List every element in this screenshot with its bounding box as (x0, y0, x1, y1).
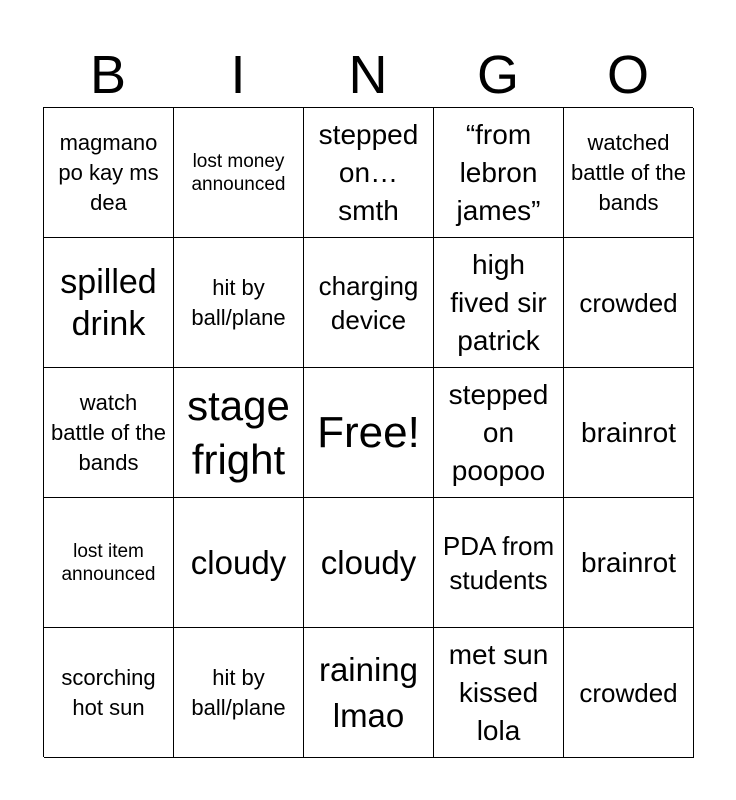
cell-text: magmano po kay ms dea (58, 129, 159, 215)
header-letter-b: B (89, 45, 127, 105)
cell-text: lost item announced (61, 540, 156, 585)
header-letter-i: I (230, 45, 246, 105)
cell-text: “from lebron james” (456, 118, 541, 226)
bingo-cell[interactable] (174, 108, 304, 238)
cell-text: charging device (318, 270, 419, 335)
cell-text: stepped on poopoo (448, 378, 549, 486)
bingo-cell[interactable] (304, 498, 434, 628)
cell-text: cloudy (190, 543, 287, 581)
cell-text: raining lmao (318, 650, 419, 734)
header-letter-g: G (476, 45, 519, 105)
bingo-cell[interactable] (434, 108, 564, 238)
header-letter-o: O (606, 45, 649, 105)
cell-text: high fived sir patrick (450, 248, 547, 356)
header-letter-n: N (348, 45, 388, 105)
cell-text: met sun kissed lola (448, 638, 549, 746)
bingo-cell[interactable] (44, 368, 174, 498)
cell-text: scorching hot sun (61, 664, 156, 720)
free-space-label: Free! (317, 407, 420, 457)
bingo-cell[interactable] (434, 498, 564, 628)
cell-text: stepped on… smth (318, 118, 419, 226)
cell-text: brainrot (581, 546, 676, 578)
bingo-cell[interactable] (564, 498, 694, 628)
cell-text: stage fright (187, 381, 290, 483)
bingo-cell[interactable] (564, 238, 694, 368)
bingo-cell[interactable] (304, 238, 434, 368)
bingo-cell[interactable] (44, 108, 174, 238)
bingo-cell[interactable] (304, 108, 434, 238)
cell-text: PDA from students (442, 530, 555, 595)
bingo-cell[interactable] (174, 368, 304, 498)
cell-text: cloudy (320, 543, 417, 581)
cell-text: hit by ball/plane (191, 274, 286, 330)
cell-text: crowded (579, 287, 678, 318)
bingo-cell[interactable] (304, 628, 434, 758)
cell-text: spilled drink (60, 262, 157, 343)
bingo-cell[interactable] (174, 238, 304, 368)
bingo-cell[interactable] (434, 238, 564, 368)
cell-text: watch battle of the bands (51, 389, 166, 475)
bingo-header (43, 44, 693, 106)
bingo-cell[interactable] (174, 628, 304, 758)
bingo-cell[interactable] (44, 238, 174, 368)
cell-text: watched battle of the bands (571, 129, 686, 215)
bingo-cell[interactable] (44, 498, 174, 628)
bingo-cell[interactable] (564, 368, 694, 498)
bingo-cell[interactable] (564, 108, 694, 238)
cell-text: brainrot (581, 416, 676, 448)
cell-text: lost money announced (191, 150, 286, 195)
bingo-cell[interactable] (564, 628, 694, 758)
cell-text: hit by ball/plane (191, 664, 286, 720)
bingo-cell[interactable] (44, 628, 174, 758)
bingo-cell[interactable] (174, 498, 304, 628)
bingo-cell[interactable] (434, 628, 564, 758)
free-space-cell[interactable] (304, 368, 434, 498)
bingo-cell[interactable] (434, 368, 564, 498)
bingo-board (43, 107, 693, 757)
cell-text: crowded (579, 677, 678, 708)
